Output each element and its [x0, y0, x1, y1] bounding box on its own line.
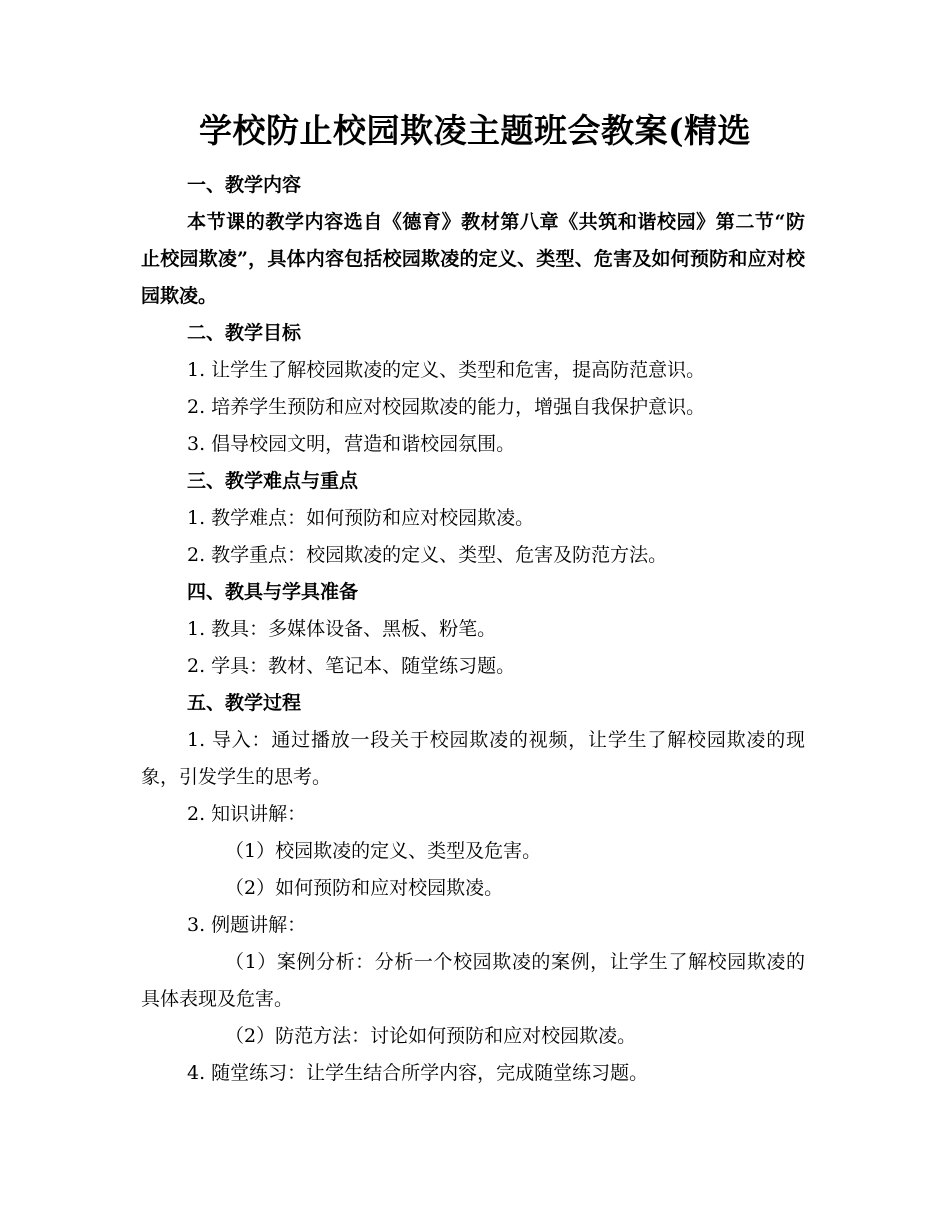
section-heading: 五、教学过程: [187, 692, 302, 714]
process-step: 3. 例题讲解：: [187, 914, 307, 936]
list-item: 1. 教具：多媒体设备、黑板、粉笔。: [187, 618, 497, 640]
process-step: 4. 随堂练习：让学生结合所学内容，完成随堂练习题。: [187, 1062, 649, 1084]
list-item: 1. 教学难点：如何预防和应对校园欺凌。: [187, 507, 535, 529]
list-item: 2. 培养学生预防和应对校园欺凌的能力，增强自我保护意识。: [187, 396, 706, 418]
section-heading: 四、教具与学具准备: [187, 581, 359, 603]
list-item: 2. 教学重点：校园欺凌的定义、类型、危害及防范方法。: [187, 544, 668, 566]
process-substep: （2）防范方法：讨论如何预防和应对校园欺凌。: [225, 1025, 637, 1047]
process-step: 2. 知识讲解：: [187, 803, 307, 825]
list-item: 3. 倡导校园文明，营造和谐校园氛围。: [187, 433, 516, 455]
section-heading: 三、教学难点与重点: [187, 470, 359, 492]
document-body: [141, 167, 805, 1092]
process-substep: （2）如何预防和应对校园欺凌。: [225, 877, 504, 899]
section-intro-paragraph: 本节课的教学内容选自《德育》教材第八章《共筑和谐校园》第二节“防止校园欺凌”，具体内容包括校园欺凌的定义、类型、危害及如何预防和应对校园欺凌。: [141, 211, 805, 307]
process-substep: （1）校园欺凌的定义、类型及危害。: [225, 840, 542, 862]
process-substep: （1）案例分析：分析一个校园欺凌的案例，让学生了解校园欺凌的具体表现及危害。: [141, 951, 805, 1010]
document-title: 学校防止校园欺凌主题班会教案(精选: [198, 111, 752, 150]
section-heading: 二、教学目标: [187, 322, 302, 344]
list-item: 2. 学具：教材、笔记本、随堂练习题。: [187, 655, 516, 677]
list-item: 1. 让学生了解校园欺凌的定义、类型和危害，提高防范意识。: [187, 359, 706, 381]
section-heading: 一、教学内容: [187, 174, 302, 196]
process-step: 1. 导入：通过播放一段关于校园欺凌的视频，让学生了解校园欺凌的现象，引发学生的思考。: [141, 729, 805, 788]
